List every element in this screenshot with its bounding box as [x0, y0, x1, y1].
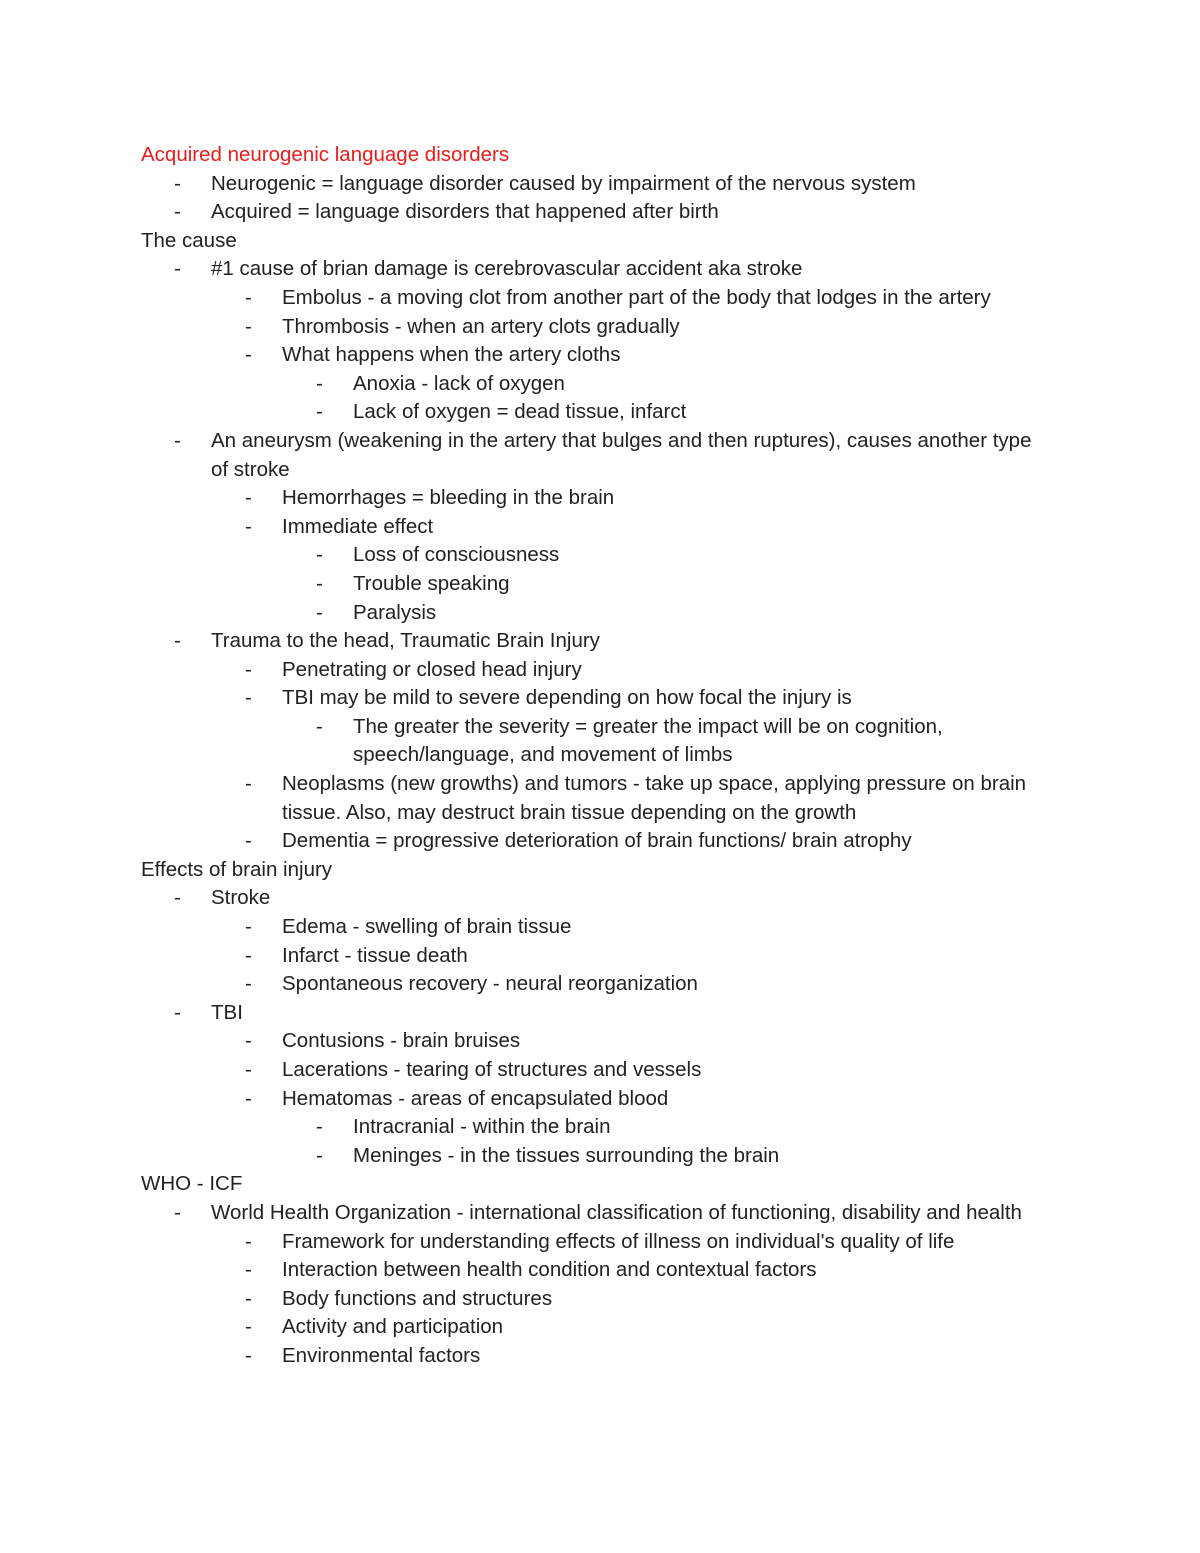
bullet-dash: - — [174, 428, 181, 452]
bullet-dash: - — [316, 371, 323, 395]
bullet-dash: - — [316, 1143, 323, 1167]
outline-text: Dementia = progressive deterioration of brain functions/ brain atrophy — [282, 829, 912, 853]
bullet-dash: - — [245, 915, 252, 939]
bullet-dash: - — [316, 714, 323, 738]
outline-item — [141, 513, 1041, 542]
outline-item — [141, 484, 1041, 513]
outline-item — [141, 1085, 1041, 1114]
outline-item — [141, 541, 1041, 570]
outline-text: Trouble speaking — [353, 571, 510, 595]
bullet-dash: - — [245, 486, 252, 510]
outline-list — [141, 170, 1041, 1371]
outline-text: An aneurysm (weakening in the artery that bulges and then ruptures), causes another type of stroke — [211, 428, 1032, 481]
outline-text: Lacerations - tearing of structures and vessels — [282, 1058, 702, 1081]
outline-text: Effects of brain injury — [141, 857, 333, 881]
bullet-dash: - — [316, 600, 323, 624]
outline-item — [141, 198, 1041, 227]
bullet-dash: - — [245, 285, 252, 309]
outline-item — [141, 255, 1041, 284]
outline-text: Thrombosis - when an artery clots gradually — [282, 314, 680, 338]
bullet-dash: - — [245, 1058, 252, 1081]
outline-item — [141, 1199, 1041, 1228]
outline-text: Intracranial - within the brain — [353, 1115, 611, 1139]
bullet-dash: - — [245, 772, 252, 796]
bullet-dash: - — [245, 1229, 252, 1253]
bullet-dash: - — [245, 1315, 252, 1339]
outline-text: TBI may be mild to severe depending on how focal the injury is — [282, 686, 852, 710]
bullet-dash: - — [245, 943, 252, 967]
outline-text: Trauma to the head, Traumatic Brain Injury — [211, 629, 600, 653]
section-heading — [141, 856, 1041, 885]
outline-item — [141, 398, 1041, 427]
bullet-dash: - — [245, 972, 252, 996]
outline-item — [141, 827, 1041, 856]
outline-text: Spontaneous recovery - neural reorganization — [282, 972, 698, 996]
outline-item — [141, 427, 1041, 484]
outline-item — [141, 970, 1041, 999]
outline-text: TBI — [211, 1000, 243, 1024]
document-title: Acquired neurogenic language disorders — [141, 143, 510, 166]
section-heading — [141, 227, 1041, 256]
bullet-dash: - — [316, 400, 323, 424]
outline-item — [141, 656, 1041, 685]
outline-text: Framework for understanding effects of illness on individual's quality of life — [282, 1229, 955, 1253]
bullet-dash: - — [245, 686, 252, 710]
outline-text: The cause — [141, 228, 237, 252]
outline-text: WHO - ICF — [141, 1172, 243, 1196]
bullet-dash: - — [245, 657, 252, 681]
outline-text: Infarct - tissue death — [282, 943, 468, 967]
outline-text: Embolus - a moving clot from another part of the body that lodges in the artery — [282, 285, 991, 309]
outline-item — [141, 170, 1041, 199]
outline-text: Contusions - brain bruises — [282, 1029, 521, 1053]
bullet-dash: - — [316, 543, 323, 567]
outline-text: Hematomas - areas of encapsulated blood — [282, 1086, 669, 1110]
bullet-dash: - — [316, 571, 323, 595]
outline-text: Stroke — [211, 886, 271, 910]
bullet-dash: - — [174, 1200, 181, 1224]
bullet-dash: - — [174, 629, 181, 653]
bullet-dash: - — [174, 886, 181, 910]
outline-text: Anoxia - lack of oxygen — [353, 371, 565, 395]
bullet-dash: - — [245, 314, 252, 338]
outline-item — [141, 884, 1041, 913]
outline-text: Neurogenic = language disorder caused by impairment of the nervous system — [211, 171, 916, 195]
bullet-dash: - — [245, 1086, 252, 1110]
outline-item — [141, 770, 1041, 827]
bullet-dash: - — [316, 1115, 323, 1139]
outline-text: Neoplasms (new growths) and tumors - take up space, applying pressure on brain tissue. Also, may destruct brain tissue depending on the growth — [282, 772, 1027, 824]
outline-item — [141, 1113, 1041, 1142]
outline-text: Meninges - in the tissues surrounding the brain — [353, 1143, 780, 1167]
outline-item — [141, 942, 1041, 971]
bullet-dash: - — [245, 1343, 252, 1367]
outline-text: #1 cause of brian damage is cerebrovascular accident aka stroke — [211, 257, 803, 281]
outline-text: Interaction between health condition and contextual factors — [282, 1258, 817, 1282]
outline-item — [141, 1285, 1041, 1314]
outline-text: Lack of oxygen = dead tissue, infarct — [353, 400, 687, 424]
outline-item — [141, 284, 1041, 313]
bullet-dash: - — [245, 1029, 252, 1053]
outline-text: Environmental factors — [282, 1343, 481, 1367]
outline-text: Activity and participation — [282, 1315, 504, 1339]
bullet-dash: - — [174, 200, 181, 224]
outline-item — [141, 684, 1041, 713]
section-heading — [141, 1170, 1041, 1199]
outline-text: The greater the severity = greater the impact will be on cognition, speech/language, and movement of limbs — [353, 714, 943, 767]
outline-text: Penetrating or closed head injury — [282, 657, 582, 681]
outline-item — [141, 1056, 1041, 1085]
bullet-dash: - — [245, 829, 252, 853]
bullet-dash: - — [174, 1000, 181, 1024]
outline-text: Loss of consciousness — [353, 543, 560, 567]
outline-item — [141, 1142, 1041, 1171]
outline-item — [141, 1342, 1041, 1371]
outline-item — [141, 1228, 1041, 1257]
outline-item — [141, 1027, 1041, 1056]
bullet-dash: - — [174, 171, 181, 195]
outline-text: Immediate effect — [282, 514, 434, 538]
bullet-dash: - — [174, 257, 181, 281]
bullet-dash: - — [245, 1286, 252, 1310]
outline-text: Acquired = language disorders that happened after birth — [211, 200, 719, 224]
outline-text: Hemorrhages = bleeding in the brain — [282, 486, 615, 510]
outline-item — [141, 1313, 1041, 1342]
bullet-dash: - — [245, 1258, 252, 1282]
outline-item — [141, 1256, 1041, 1285]
document-page — [141, 141, 1041, 1371]
outline-text: Edema - swelling of brain tissue — [282, 915, 572, 939]
outline-item — [141, 599, 1041, 628]
outline-item — [141, 913, 1041, 942]
outline-item — [141, 313, 1041, 342]
outline-item — [141, 999, 1041, 1028]
outline-item — [141, 627, 1041, 656]
outline-text: Body functions and structures — [282, 1286, 553, 1310]
outline-item — [141, 713, 1041, 770]
outline-text: Paralysis — [353, 600, 437, 624]
bullet-dash: - — [245, 514, 252, 538]
outline-item — [141, 341, 1041, 370]
outline-text: World Health Organization - international classification of functioning, disability and health — [211, 1200, 1022, 1224]
bullet-dash: - — [245, 343, 252, 367]
outline-item — [141, 370, 1041, 399]
outline-item — [141, 570, 1041, 599]
outline-text: What happens when the artery cloths — [282, 343, 621, 367]
